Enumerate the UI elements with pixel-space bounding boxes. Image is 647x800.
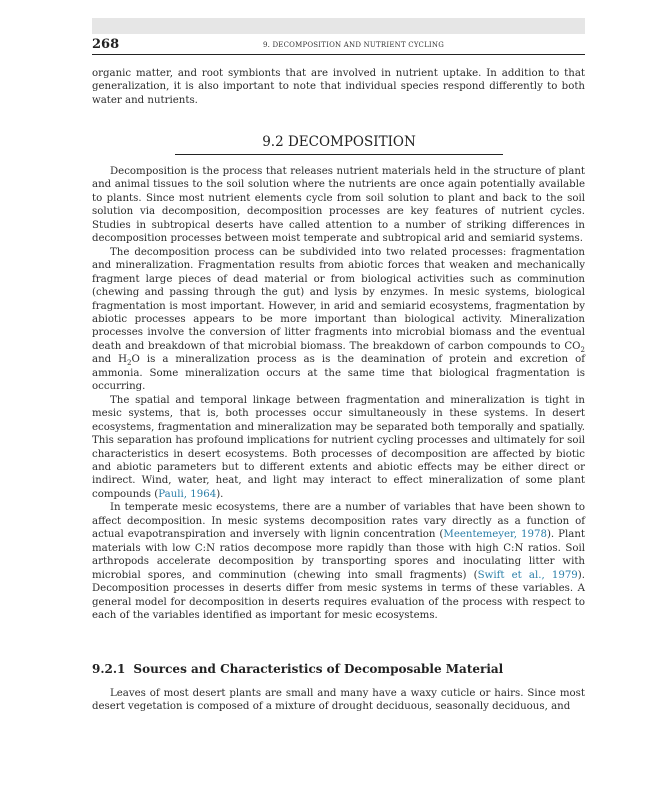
final-paragraph: Leaves of most desert plants are small and many have a waxy cuticle or hairs. Since most desert vegetation is composed of a mixture of drought deciduous, seasonally deciduous, and bbox=[92, 688, 585, 713]
section-title: 9.2 DECOMPOSITION bbox=[175, 132, 503, 155]
p4-text-b: ). Plant materials with low C:N ratios decompose more rapidly than those with high C:N ratios. Soil arthropods accelerate decomposition by transporting spores and inoculating litter with microbial spores, and comminution (chewing into small fragments) ( bbox=[92, 529, 585, 581]
p2-text-a: The decomposition process can be subdivided into two related processes: fragmentation and mineralization. Fragmentation results from abiotic forces that weaken and mechanically fragment large pieces of dead material or from biological activities such as comminution (chewing and passing through the gut) and lysis by enzymes. In mesic systems, biological fragmentation is most important. However, in arid and semiarid ecosystems, fragmentation by abiotic processes appears to be more important than biological activity. Mineralization processes involve the conversion of litter fragments into microbial biomass and the eventual death and breakdown of that microbial biomass. The breakdown of carbon compounds to CO bbox=[92, 246, 585, 352]
running-head: 9. DECOMPOSITION AND NUTRIENT CYCLING bbox=[262, 41, 445, 49]
p3-text-b: ). bbox=[216, 488, 224, 500]
citation-pauli-1964[interactable]: Pauli, 1964 bbox=[158, 488, 217, 500]
co2-subscript: 2 bbox=[580, 345, 585, 354]
intro-paragraph bbox=[92, 67, 585, 107]
p2-text-c: O is a mineralization process as is the deamination of protein and excretion of ammonia. Some mineralization occurs at the same time that biological fragmentation is occurring. bbox=[92, 354, 585, 393]
section-body bbox=[92, 165, 585, 622]
intro-text: organic matter, and root symbionts that are involved in nutrient uptake. In addition to that generalization, it is also important to note that individual species respond differently to both water and nutrients. bbox=[92, 68, 585, 106]
p3-text-a: The spatial and temporal linkage between fragmentation and mineralization is tight in mesic systems, that is, both processes occur simultaneously in these systems. In desert ecosystems, fragmentation and mineralization may be separated both temporally and spatially. This separation has profound implications for nutrient cycling processes and ultimately for soil characteristics in desert ecosystems. Both processes of decomposition are affected by biotic and abiotic parameters but to different extents and abiotic effects may be either direct or indirect. Wind, water, heat, and light may interact to effect mineralization of some plant compounds ( bbox=[92, 394, 585, 500]
subsection-title: Sources and Characteristics of Decomposable Material bbox=[133, 662, 504, 676]
paragraph-3 bbox=[92, 394, 585, 502]
h2o-subscript: 2 bbox=[127, 359, 132, 368]
p4-text-a: In temperate mesic ecosystems, there are a number of variables that have been shown to affect decomposition. In mesic systems decomposition rates vary directly as a function of actual evapotranspiration and inversely with lignin concentration ( bbox=[92, 502, 585, 541]
subsection-number: 9.2.1 bbox=[92, 662, 126, 676]
subsection-body bbox=[92, 687, 585, 714]
subsection-heading bbox=[92, 661, 585, 677]
page-number: 268 bbox=[92, 37, 120, 52]
paragraph-2 bbox=[92, 246, 585, 394]
citation-meentemeyer-1978[interactable]: Meentemeyer, 1978 bbox=[443, 529, 547, 541]
paragraph-1: Decomposition is the process that releases nutrient materials held in the structure of plant and animal tissues to the soil solution where the nutrients are once again potentially available to plants. Since most nutrient elements cycle from soil solution to plant and back to the soil solution via decomposition, decomposition processes are key features of nutrient cycles. Studies in subtropical deserts have called attention to a number of striking differences in decomposition processes between moist temperate and subtropical arid and semiarid systems. bbox=[92, 166, 585, 245]
page-header bbox=[92, 36, 585, 55]
p2-text-b: and H bbox=[92, 354, 128, 366]
paragraph-4 bbox=[92, 501, 585, 622]
citation-swift-1979[interactable]: Swift et al., 1979 bbox=[477, 569, 578, 581]
top-gray-bar bbox=[92, 18, 585, 34]
p4-text-c: ). Decomposition processes in deserts differ from mesic systems in terms of these variables. A general model for decomposition in deserts requires evaluation of the process with respect to each of the variables identified as important for mesic ecosystems. bbox=[92, 569, 585, 621]
